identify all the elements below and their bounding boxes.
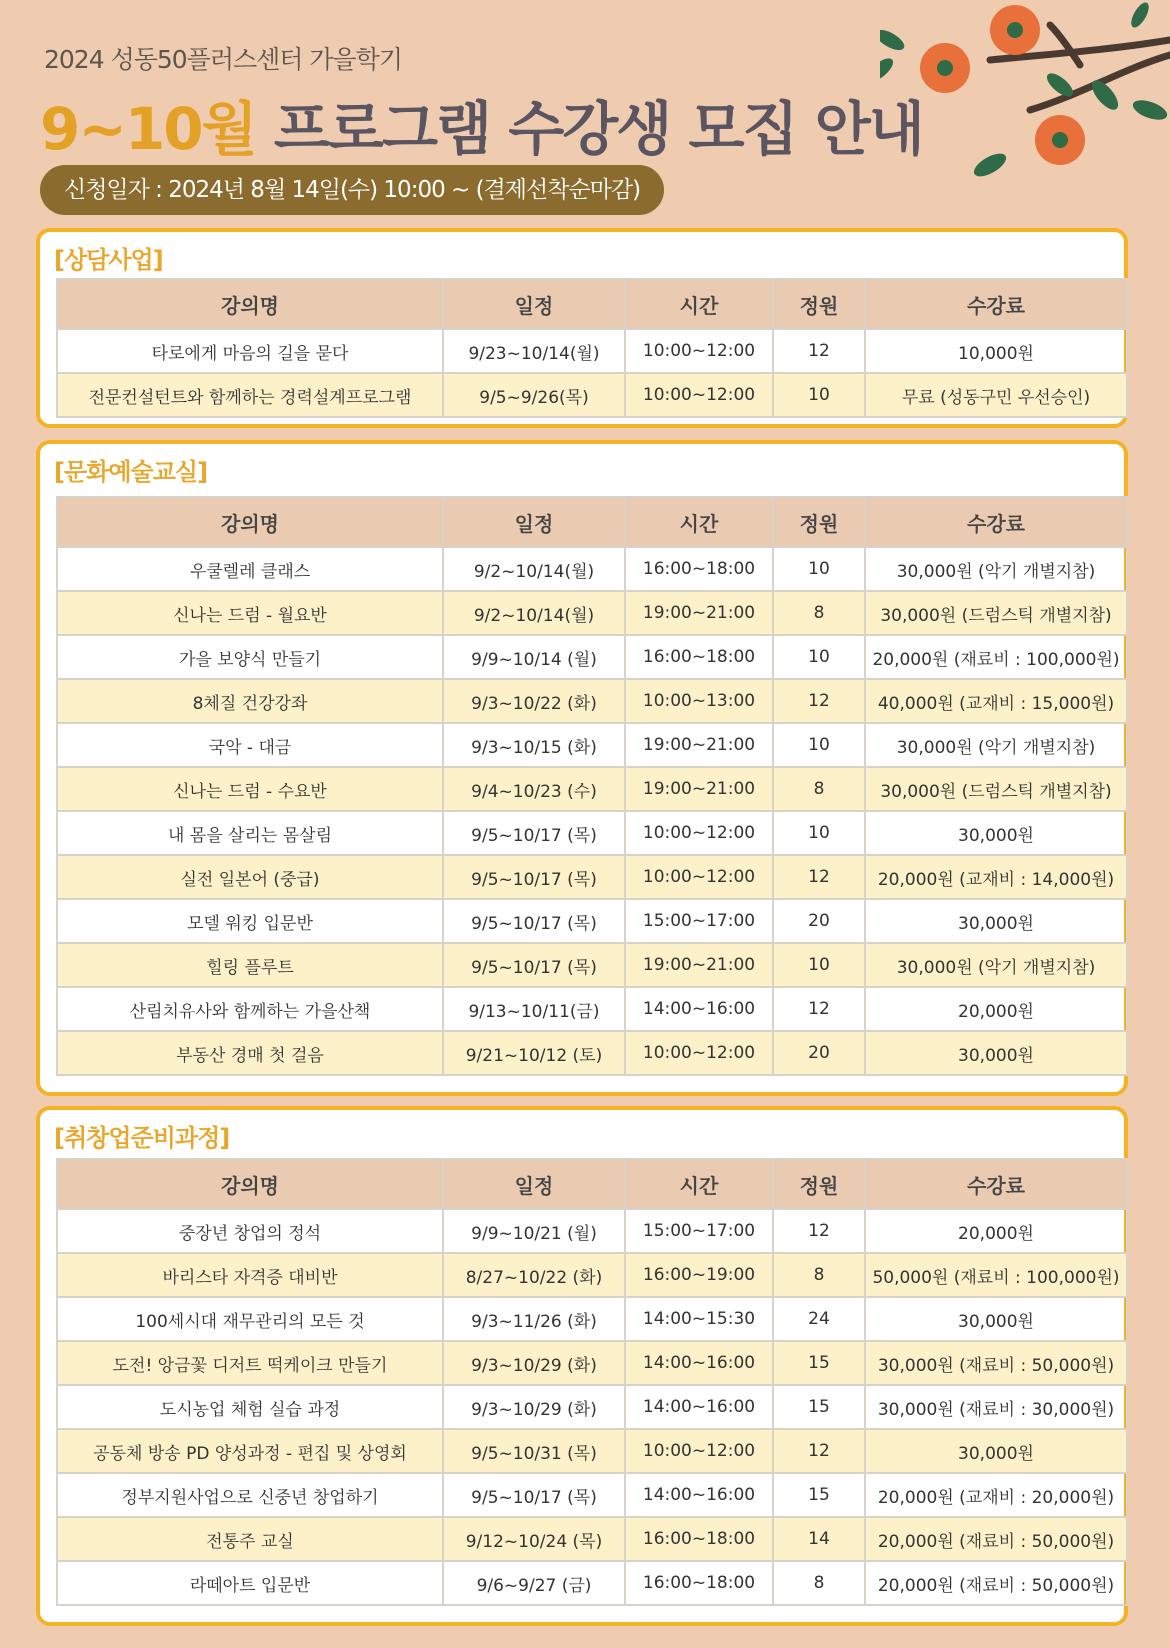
cell: 12 bbox=[773, 855, 865, 899]
table-row bbox=[57, 987, 1127, 1031]
cell: 9/3~10/22 (화) bbox=[443, 679, 625, 723]
cell: 10 bbox=[773, 943, 865, 987]
cell: 10 bbox=[773, 547, 865, 591]
table-row bbox=[57, 1561, 1127, 1605]
cell: 신나는 드럼 - 수요반 bbox=[57, 767, 443, 811]
cell: 9/3~10/29 (화) bbox=[443, 1385, 625, 1429]
cell: 16:00~18:00 bbox=[625, 1561, 773, 1605]
section-title: [상담사업] bbox=[54, 246, 163, 274]
cell: 10:00~12:00 bbox=[625, 373, 773, 417]
col-header: 수강료 bbox=[865, 497, 1127, 547]
cell: 무료 (성동구민 우선승인) bbox=[865, 373, 1127, 417]
table-row bbox=[57, 679, 1127, 723]
table-row bbox=[57, 1473, 1127, 1517]
cell: 전문컨설턴트와 함께하는 경력설계프로그램 bbox=[57, 373, 443, 417]
cell: 9/2~10/14(월) bbox=[443, 591, 625, 635]
cell: 16:00~18:00 bbox=[625, 547, 773, 591]
cell: 9/21~10/12 (토) bbox=[443, 1031, 625, 1075]
cell: 산림치유사와 함께하는 가을산책 bbox=[57, 987, 443, 1031]
cell: 가을 보양식 만들기 bbox=[57, 635, 443, 679]
cell: 9/3~11/26 (화) bbox=[443, 1297, 625, 1341]
cell: 30,000원 bbox=[865, 899, 1127, 943]
program-table bbox=[56, 496, 1128, 1076]
col-header: 정원 bbox=[773, 279, 865, 329]
col-header: 일정 bbox=[443, 1159, 625, 1209]
cell: 9/12~10/24 (목) bbox=[443, 1517, 625, 1561]
cell: 14:00~16:00 bbox=[625, 1341, 773, 1385]
cell: 9/5~10/17 (목) bbox=[443, 1473, 625, 1517]
cell: 12 bbox=[773, 1429, 865, 1473]
cell: 9/5~9/26(목) bbox=[443, 373, 625, 417]
cell: 8 bbox=[773, 1253, 865, 1297]
cell: 30,000원 bbox=[865, 1297, 1127, 1341]
cell: 정부지원사업으로 신중년 창업하기 bbox=[57, 1473, 443, 1517]
cell: 전통주 교실 bbox=[57, 1517, 443, 1561]
cell: 14:00~16:00 bbox=[625, 987, 773, 1031]
cell: 신나는 드럼 - 월요반 bbox=[57, 591, 443, 635]
cell: 15 bbox=[773, 1341, 865, 1385]
table-row bbox=[57, 635, 1127, 679]
cell: 힐링 플루트 bbox=[57, 943, 443, 987]
cell: 19:00~21:00 bbox=[625, 723, 773, 767]
cell: 14:00~16:00 bbox=[625, 1385, 773, 1429]
cell: 바리스타 자격증 대비반 bbox=[57, 1253, 443, 1297]
table-row bbox=[57, 943, 1127, 987]
table-row bbox=[57, 1429, 1127, 1473]
col-header: 일정 bbox=[443, 279, 625, 329]
cell: 9/5~10/17 (목) bbox=[443, 855, 625, 899]
cell: 국악 - 대금 bbox=[57, 723, 443, 767]
section-title: [문화예술교실] bbox=[54, 458, 208, 486]
cell: 9/5~10/31 (목) bbox=[443, 1429, 625, 1473]
col-header: 강의명 bbox=[57, 279, 443, 329]
cell: 9/2~10/14(월) bbox=[443, 547, 625, 591]
section-culture-arts bbox=[36, 440, 1128, 1096]
cell: 19:00~21:00 bbox=[625, 591, 773, 635]
cell: 8체질 건강강좌 bbox=[57, 679, 443, 723]
cell: 30,000원 (재료비 : 30,000원) bbox=[865, 1385, 1127, 1429]
persimmon-branch-icon bbox=[880, 0, 1170, 200]
cell: 16:00~19:00 bbox=[625, 1253, 773, 1297]
program-table bbox=[56, 1158, 1128, 1606]
cell: 20,000원 (재료비 : 50,000원) bbox=[865, 1517, 1127, 1561]
cell: 12 bbox=[773, 329, 865, 373]
cell: 10:00~13:00 bbox=[625, 679, 773, 723]
cell: 9/9~10/14 (월) bbox=[443, 635, 625, 679]
cell: 15 bbox=[773, 1385, 865, 1429]
cell: 14 bbox=[773, 1517, 865, 1561]
cell: 10:00~12:00 bbox=[625, 855, 773, 899]
cell: 30,000원 (재료비 : 50,000원) bbox=[865, 1341, 1127, 1385]
cell: 19:00~21:00 bbox=[625, 943, 773, 987]
cell: 15:00~17:00 bbox=[625, 899, 773, 943]
cell: 10 bbox=[773, 635, 865, 679]
cell: 10 bbox=[773, 373, 865, 417]
cell: 12 bbox=[773, 1209, 865, 1253]
cell: 30,000원 (악기 개별지참) bbox=[865, 723, 1127, 767]
cell: 14:00~16:00 bbox=[625, 1473, 773, 1517]
cell: 9/6~9/27 (금) bbox=[443, 1561, 625, 1605]
cell: 10,000원 bbox=[865, 329, 1127, 373]
cell: 9/3~10/29 (화) bbox=[443, 1341, 625, 1385]
table-row bbox=[57, 373, 1127, 417]
section-counseling bbox=[36, 228, 1128, 428]
cell: 30,000원 bbox=[865, 1031, 1127, 1075]
cell: 9/5~10/17 (목) bbox=[443, 943, 625, 987]
col-header: 일정 bbox=[443, 497, 625, 547]
cell: 8 bbox=[773, 591, 865, 635]
title-main: 프로그램 수강생 모집 안내 bbox=[273, 95, 923, 163]
cell: 14:00~15:30 bbox=[625, 1297, 773, 1341]
cell: 라떼아트 입문반 bbox=[57, 1561, 443, 1605]
cell: 30,000원 (드럼스틱 개별지참) bbox=[865, 591, 1127, 635]
program-table bbox=[56, 278, 1128, 418]
col-header: 시간 bbox=[625, 1159, 773, 1209]
cell: 30,000원 bbox=[865, 811, 1127, 855]
page-subtitle: 2024 성동50플러스센터 가을학기 bbox=[44, 45, 402, 74]
cell: 9/23~10/14(월) bbox=[443, 329, 625, 373]
cell: 공동체 방송 PD 양성과정 - 편집 및 상영회 bbox=[57, 1429, 443, 1473]
cell: 9/9~10/21 (월) bbox=[443, 1209, 625, 1253]
table-row bbox=[57, 329, 1127, 373]
cell: 20,000원 (교재비 : 14,000원) bbox=[865, 855, 1127, 899]
col-header: 시간 bbox=[625, 497, 773, 547]
cell: 20,000원 bbox=[865, 987, 1127, 1031]
cell: 10 bbox=[773, 723, 865, 767]
cell: 30,000원 bbox=[865, 1429, 1127, 1473]
table-header-row bbox=[57, 1159, 1127, 1209]
cell: 24 bbox=[773, 1297, 865, 1341]
table-row bbox=[57, 855, 1127, 899]
table-row bbox=[57, 547, 1127, 591]
table-row bbox=[57, 767, 1127, 811]
cell: 9/5~10/17 (목) bbox=[443, 899, 625, 943]
table-row bbox=[57, 1031, 1127, 1075]
cell: 16:00~18:00 bbox=[625, 635, 773, 679]
application-date-pill: 신청일자 : 2024년 8월 14일(수) 10:00 ~ (결제선착순마감) bbox=[40, 165, 664, 215]
cell: 15:00~17:00 bbox=[625, 1209, 773, 1253]
cell: 도전! 앙금꽃 디저트 떡케이크 만들기 bbox=[57, 1341, 443, 1385]
cell: 30,000원 (악기 개별지참) bbox=[865, 547, 1127, 591]
cell: 10:00~12:00 bbox=[625, 811, 773, 855]
cell: 100세시대 재무관리의 모든 것 bbox=[57, 1297, 443, 1341]
col-header: 강의명 bbox=[57, 1159, 443, 1209]
table-row bbox=[57, 1209, 1127, 1253]
cell: 19:00~21:00 bbox=[625, 767, 773, 811]
cell: 15 bbox=[773, 1473, 865, 1517]
cell: 10:00~12:00 bbox=[625, 1429, 773, 1473]
cell: 9/3~10/15 (화) bbox=[443, 723, 625, 767]
cell: 모델 워킹 입문반 bbox=[57, 899, 443, 943]
cell: 우쿨렐레 클래스 bbox=[57, 547, 443, 591]
cell: 40,000원 (교재비 : 15,000원) bbox=[865, 679, 1127, 723]
cell: 50,000원 (재료비 : 100,000원) bbox=[865, 1253, 1127, 1297]
cell: 8 bbox=[773, 1561, 865, 1605]
table-header-row bbox=[57, 497, 1127, 547]
col-header: 시간 bbox=[625, 279, 773, 329]
table-row bbox=[57, 1517, 1127, 1561]
col-header: 강의명 bbox=[57, 497, 443, 547]
table-row bbox=[57, 811, 1127, 855]
table-row bbox=[57, 1297, 1127, 1341]
table-row bbox=[57, 899, 1127, 943]
cell: 9/4~10/23 (수) bbox=[443, 767, 625, 811]
cell: 부동산 경매 첫 걸음 bbox=[57, 1031, 443, 1075]
cell: 10 bbox=[773, 811, 865, 855]
cell: 10:00~12:00 bbox=[625, 329, 773, 373]
table-row bbox=[57, 591, 1127, 635]
col-header: 수강료 bbox=[865, 279, 1127, 329]
cell: 실전 일본어 (중급) bbox=[57, 855, 443, 899]
section-title: [취창업준비과정] bbox=[54, 1124, 230, 1152]
cell: 8 bbox=[773, 767, 865, 811]
cell: 9/5~10/17 (목) bbox=[443, 811, 625, 855]
cell: 30,000원 (드럼스틱 개별지참) bbox=[865, 767, 1127, 811]
table-row bbox=[57, 1385, 1127, 1429]
cell: 20,000원 (재료비 : 100,000원) bbox=[865, 635, 1127, 679]
cell: 10:00~12:00 bbox=[625, 1031, 773, 1075]
cell: 도시농업 체험 실습 과정 bbox=[57, 1385, 443, 1429]
col-header: 수강료 bbox=[865, 1159, 1127, 1209]
cell: 20,000원 (교재비 : 20,000원) bbox=[865, 1473, 1127, 1517]
section-career-startup bbox=[36, 1106, 1128, 1626]
cell: 타로에게 마음의 길을 묻다 bbox=[57, 329, 443, 373]
cell: 12 bbox=[773, 679, 865, 723]
cell: 30,000원 (악기 개별지참) bbox=[865, 943, 1127, 987]
cell: 8/27~10/22 (화) bbox=[443, 1253, 625, 1297]
cell: 20 bbox=[773, 1031, 865, 1075]
table-header-row bbox=[57, 279, 1127, 329]
cell: 20,000원 (재료비 : 50,000원) bbox=[865, 1561, 1127, 1605]
page-title bbox=[40, 82, 923, 166]
cell: 내 몸을 살리는 몸살림 bbox=[57, 811, 443, 855]
table-row bbox=[57, 1341, 1127, 1385]
cell: 16:00~18:00 bbox=[625, 1517, 773, 1561]
col-header: 정원 bbox=[773, 1159, 865, 1209]
table-row bbox=[57, 723, 1127, 767]
title-accent: 9~10월 bbox=[40, 95, 256, 163]
table-row bbox=[57, 1253, 1127, 1297]
col-header: 정원 bbox=[773, 497, 865, 547]
cell: 20 bbox=[773, 899, 865, 943]
cell: 12 bbox=[773, 987, 865, 1031]
cell: 중장년 창업의 정석 bbox=[57, 1209, 443, 1253]
cell: 9/13~10/11(금) bbox=[443, 987, 625, 1031]
cell: 20,000원 bbox=[865, 1209, 1127, 1253]
